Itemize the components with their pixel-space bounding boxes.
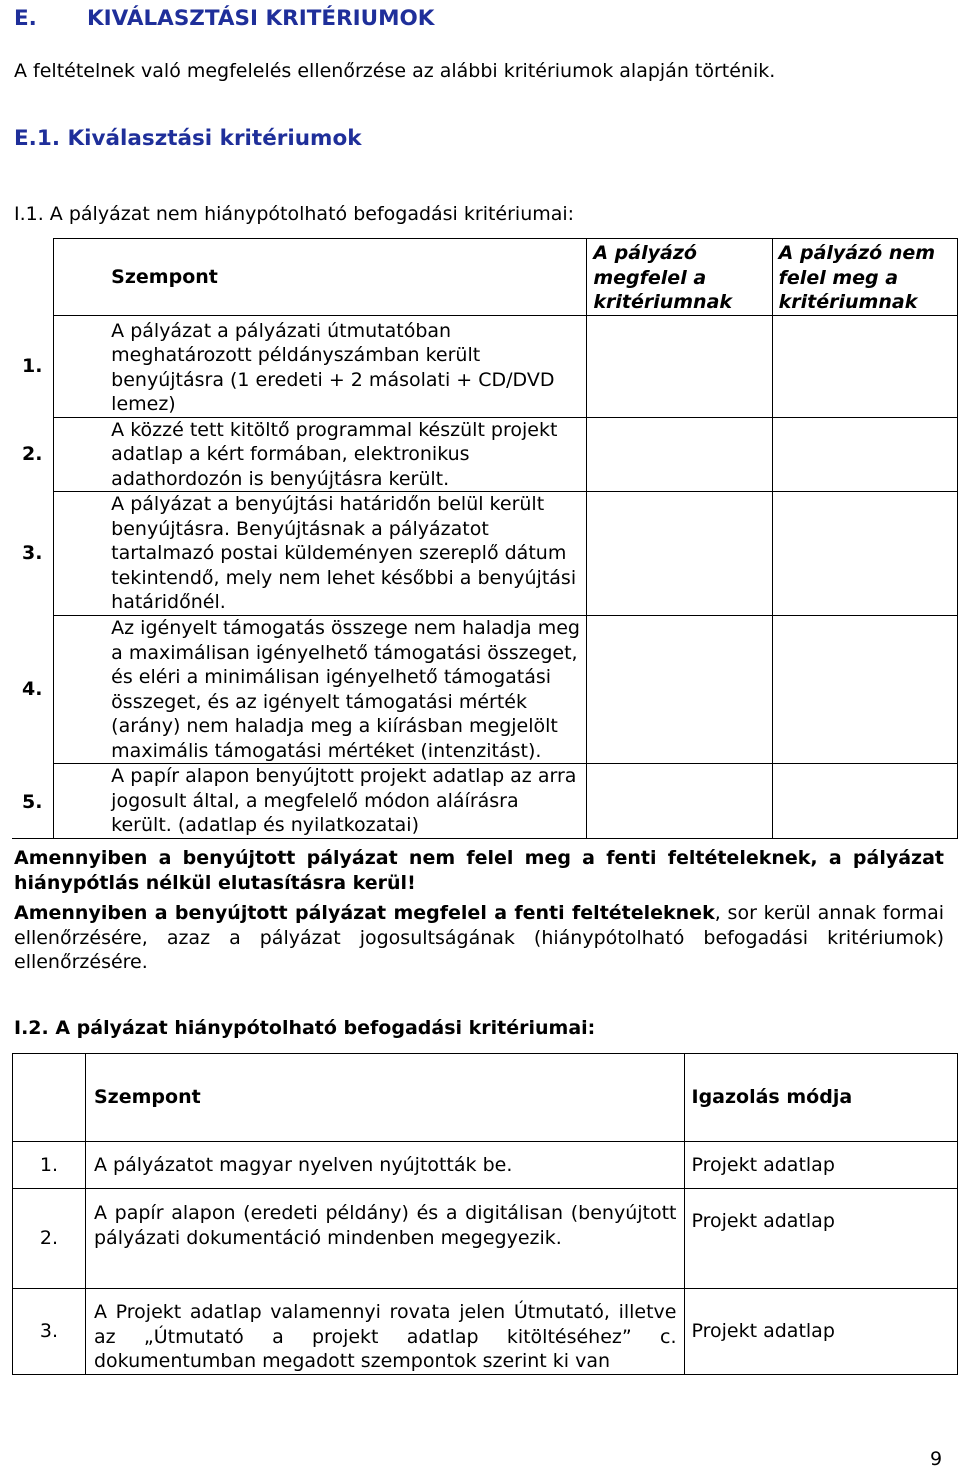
not-meets-cell[interactable] (772, 417, 957, 492)
meets-cell[interactable] (587, 764, 772, 839)
not-meets-cell[interactable] (772, 315, 957, 417)
row-criterion: A Projekt adatlap valamennyi rovata jelen Útmutató, illetve az „Útmutató a projekt adatlap kitöltéséhez” c. dokumentumban megadott szempontok szerint ki van (86, 1289, 685, 1375)
meets-cell[interactable] (587, 616, 772, 764)
row-num: 2. (12, 417, 54, 492)
table-row (12, 492, 958, 616)
row-criterion: A papír alapon (eredeti példány) és a digitálisan (benyújtott pályázati dokumentáció mindenben megegyezik. (86, 1189, 685, 1289)
header-num-cell (12, 239, 54, 316)
note-formal-check-bold: Amennyiben a benyújtott pályázat megfelel a fenti feltételeknek (14, 902, 715, 924)
section-e-number: E. (14, 6, 37, 31)
row-verification: Projekt adatlap (684, 1189, 958, 1289)
row-criterion: A pályázatot magyar nyelven nyújtották be. (86, 1142, 685, 1189)
not-meets-cell[interactable] (772, 492, 957, 616)
table-row (13, 1189, 958, 1289)
section-e-heading (14, 6, 434, 31)
intro-text: A feltételnek való megfelelés ellenőrzése az alábbi kritériumok alapján történik. (14, 60, 776, 82)
row-criterion: Az igényelt támogatás összege nem haladja meg a maximálisan igényelhető támogatási összeget, és eléri a minimálisan igényelhető támogatási összeget, és az igényelt támogatási mérték (arány) nem haladja meg a kiírásban megjelölt maximális támogatási mértéket (intenzitást). (54, 616, 587, 764)
not-meets-cell[interactable] (772, 764, 957, 839)
table-header-row (12, 239, 958, 316)
section-i2-heading: I.2. A pályázat hiánypótolható befogadási kritériumai: (14, 1017, 596, 1039)
table-row (12, 764, 958, 839)
row-criterion: A közzé tett kitöltő programmal készült projekt adatlap a kért formában, elektronikus adathordozón is benyújtásra került. (54, 417, 587, 492)
row-num: 3. (12, 492, 54, 616)
header-meets: A pályázó megfelel a kritériumnak (587, 239, 772, 316)
row-num: 2. (13, 1189, 86, 1289)
section-e1-heading: E.1. Kiválasztási kritériumok (14, 126, 362, 151)
not-meets-cell[interactable] (772, 616, 957, 764)
header-criterion: Szempont (54, 239, 587, 316)
header-verification: Igazolás módja (684, 1054, 958, 1142)
note-formal-check-rest: , sor kerül annak formai ellenőrzésére, azaz a pályázat jogosultságának (hiánypótolható befogadási kritériumok) ellenőrzésére. (14, 902, 944, 973)
table-row (12, 315, 958, 417)
meets-cell[interactable] (587, 492, 772, 616)
row-verification: Projekt adatlap (684, 1142, 958, 1189)
header-num-cell (13, 1054, 86, 1142)
page-number: 9 (930, 1448, 943, 1470)
meets-cell[interactable] (587, 315, 772, 417)
note-rejection: Amennyiben a benyújtott pályázat nem felel meg a fenti feltételeknek, a pályázat hiánypótlás nélkül elutasításra kerül! (14, 847, 944, 894)
note-formal-check (14, 901, 944, 975)
row-num: 4. (12, 616, 54, 764)
section-e-title: KIVÁLASZTÁSI KRITÉRIUMOK (87, 6, 435, 31)
criteria-table-2 (12, 1053, 958, 1375)
header-criterion: Szempont (86, 1054, 685, 1142)
row-num: 3. (13, 1289, 86, 1375)
table-header-row (13, 1054, 958, 1142)
row-num: 5. (12, 764, 54, 839)
table-row (12, 417, 958, 492)
row-criterion: A pályázat a pályázati útmutatóban meghatározott példányszámban került benyújtásra (1 eredeti + 2 másolati + CD/DVD lemez) (54, 315, 587, 417)
row-num: 1. (13, 1142, 86, 1189)
row-criterion: A pályázat a benyújtási határidőn belül került benyújtásra. Benyújtásnak a pályázatot tartalmazó postai küldeményen szereplő dátum tekintendő, mely nem lehet későbbi a benyújtási határidőnél. (54, 492, 587, 616)
header-not-meets: A pályázó nem felel meg a kritériumnak (772, 239, 957, 316)
table-row (12, 616, 958, 764)
table-row (13, 1142, 958, 1189)
criteria-table-1 (12, 238, 958, 839)
row-verification: Projekt adatlap (684, 1289, 958, 1375)
section-i1-heading: I.1. A pályázat nem hiánypótolható befogadási kritériumai: (14, 203, 575, 225)
meets-cell[interactable] (587, 417, 772, 492)
row-num: 1. (12, 315, 54, 417)
row-criterion: A papír alapon benyújtott projekt adatlap az arra jogosult által, a megfelelő módon aláírásra került. (adatlap és nyilatkozatai) (54, 764, 587, 839)
table-row (13, 1289, 958, 1375)
